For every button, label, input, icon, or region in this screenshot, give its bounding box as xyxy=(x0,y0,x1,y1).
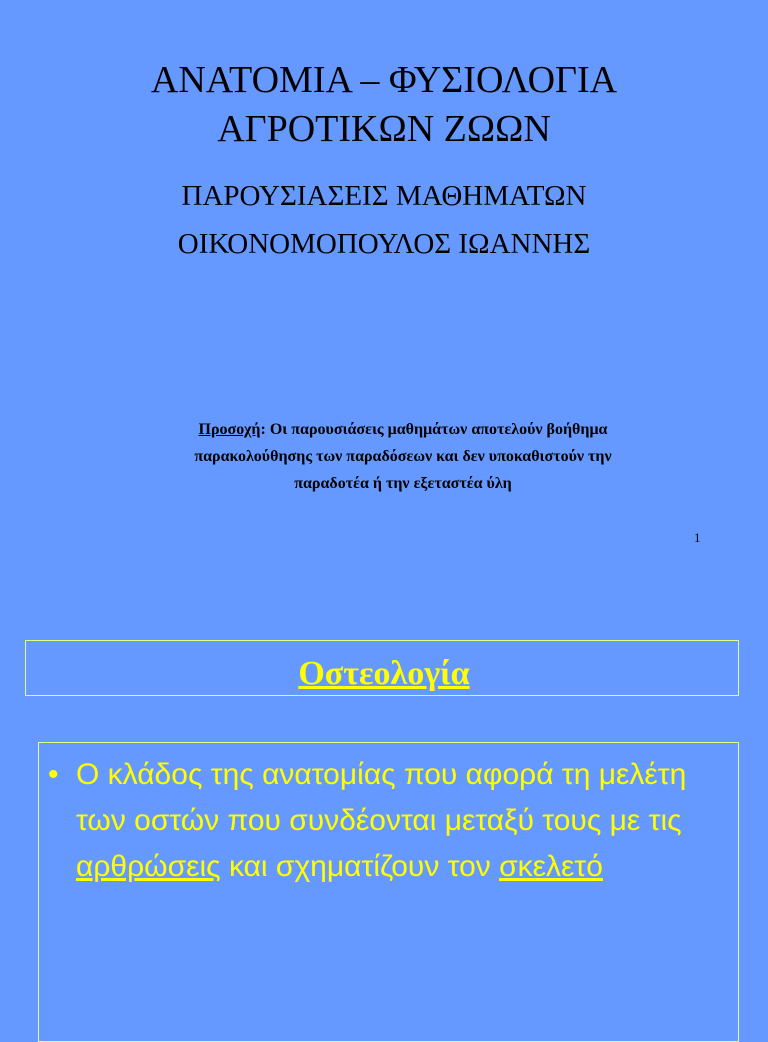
presentation-title xyxy=(0,56,768,154)
disclaimer-colon: : xyxy=(260,421,266,438)
disclaimer-line-3: παραδοτέα ή την εξεταστέα ύλη xyxy=(294,475,512,492)
bullet-text xyxy=(76,752,738,890)
bullet-item xyxy=(48,752,738,890)
skeleton-link[interactable]: σκελετό xyxy=(499,850,603,883)
bullet-icon: • xyxy=(48,758,59,791)
title-line-2: ΑΓΡΟΤΙΚΩΝ ΖΩΩΝ xyxy=(217,108,551,150)
disclaimer-note xyxy=(108,416,698,497)
author-name: ΟΙΚΟΝΟΜΟΠΟΥΛΟΣ ΙΩΑΝΝΗΣ xyxy=(177,228,591,260)
title-line-1: ΑΝΑΤΟΜΙΑ – ΦΥΣΙΟΛΟΓΙΑ xyxy=(150,59,618,101)
disclaimer-line-1: Οι παρουσιάσεις μαθημάτων αποτελούν βοήθημα xyxy=(265,421,608,438)
bullet-text-part-1: Ο κλάδος της ανατομίας που αφορά τη μελέτη των οστών που συνδέονται μεταξύ τους με τις xyxy=(76,758,687,837)
bullet-text-part-2: και σχηματίζουν τον xyxy=(220,850,500,883)
disclaimer-line-2: παρακολούθησης των παραδόσεων και δεν υποκαθιστούν την xyxy=(194,448,612,465)
section-title: Οστεολογία xyxy=(298,655,470,692)
disclaimer-label: Προσοχή xyxy=(198,421,261,438)
presentation-subtitle xyxy=(0,172,768,268)
joints-link[interactable]: αρθρώσεις xyxy=(76,850,221,883)
page-number: 1 xyxy=(694,530,701,545)
subtitle-line-1: ΠΑΡΟΥΣΙΑΣΕΙΣ ΜΑΘΗΜΑΤΩΝ xyxy=(181,180,587,212)
